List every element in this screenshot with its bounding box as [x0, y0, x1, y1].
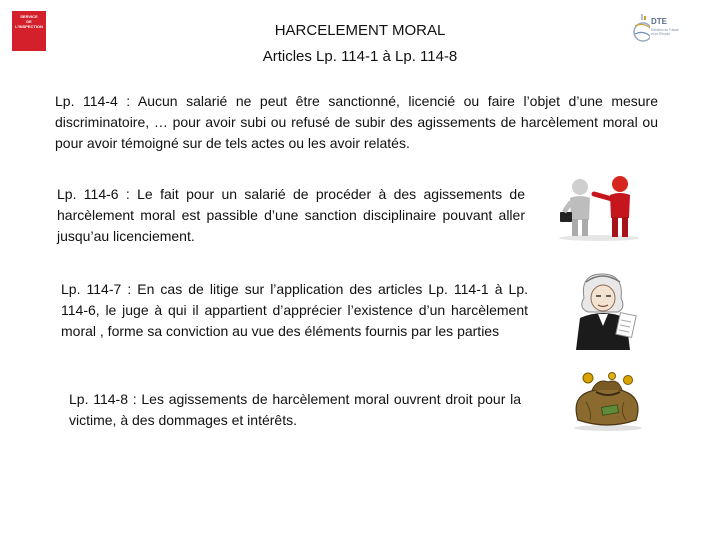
article-label: Lp. 114-4 [55, 93, 118, 109]
article-lp-114-4 [55, 91, 658, 154]
article-text: : Le fait pour un salarié de procéder à des agissements de harcèlement moral est passible d’une sanction disciplinaire pouvant aller jusqu’au licenciement. [57, 186, 525, 244]
article-label: Lp. 114-6 [57, 186, 119, 202]
dte-logo-text: DTE [651, 17, 667, 26]
article-text: : Aucun salarié ne peut être sanctionné, licencié ou faire l’objet d’une mesure discriminatoire, … pour avoir subi ou refusé de subir des agissements de harcèlement moral ou pour avoir témoigné sur de tels actes ou les avoir relatés. [55, 93, 659, 151]
article-lp-114-7 [61, 279, 528, 342]
logo-line: L'INSPECTION [15, 24, 43, 29]
logo-line: DE [26, 19, 32, 24]
logo-line: SERVICE [20, 14, 38, 19]
page-title: HARCELEMENT MORAL [274, 22, 446, 39]
article-lp-114-6 [57, 184, 525, 247]
article-label: Lp. 114-8 [69, 391, 128, 407]
article-text: : Les agissements de harcèlement moral ouvrent droit pour la victime, à des dommages et intérêts. [69, 391, 521, 428]
page-subtitle: Articles Lp. 114-1 à Lp. 114-8 [262, 48, 458, 65]
pointing-figures-icon [552, 174, 646, 242]
article-text: : En cas de litige sur l’application des articles Lp. 114-1 à Lp. 114-6, le juge à qui il appartient d’apprécier l’existence d’un harcèlement moral , forme sa conviction au vue des éléments fournis par les parties [61, 281, 529, 339]
judge-icon [566, 268, 642, 350]
dte-logo-subtitle: Direction du Travail et de l'Emploi [651, 28, 679, 36]
money-bag-icon [568, 372, 646, 432]
article-label: Lp. 114-7 [61, 281, 122, 297]
article-lp-114-8 [69, 389, 521, 431]
